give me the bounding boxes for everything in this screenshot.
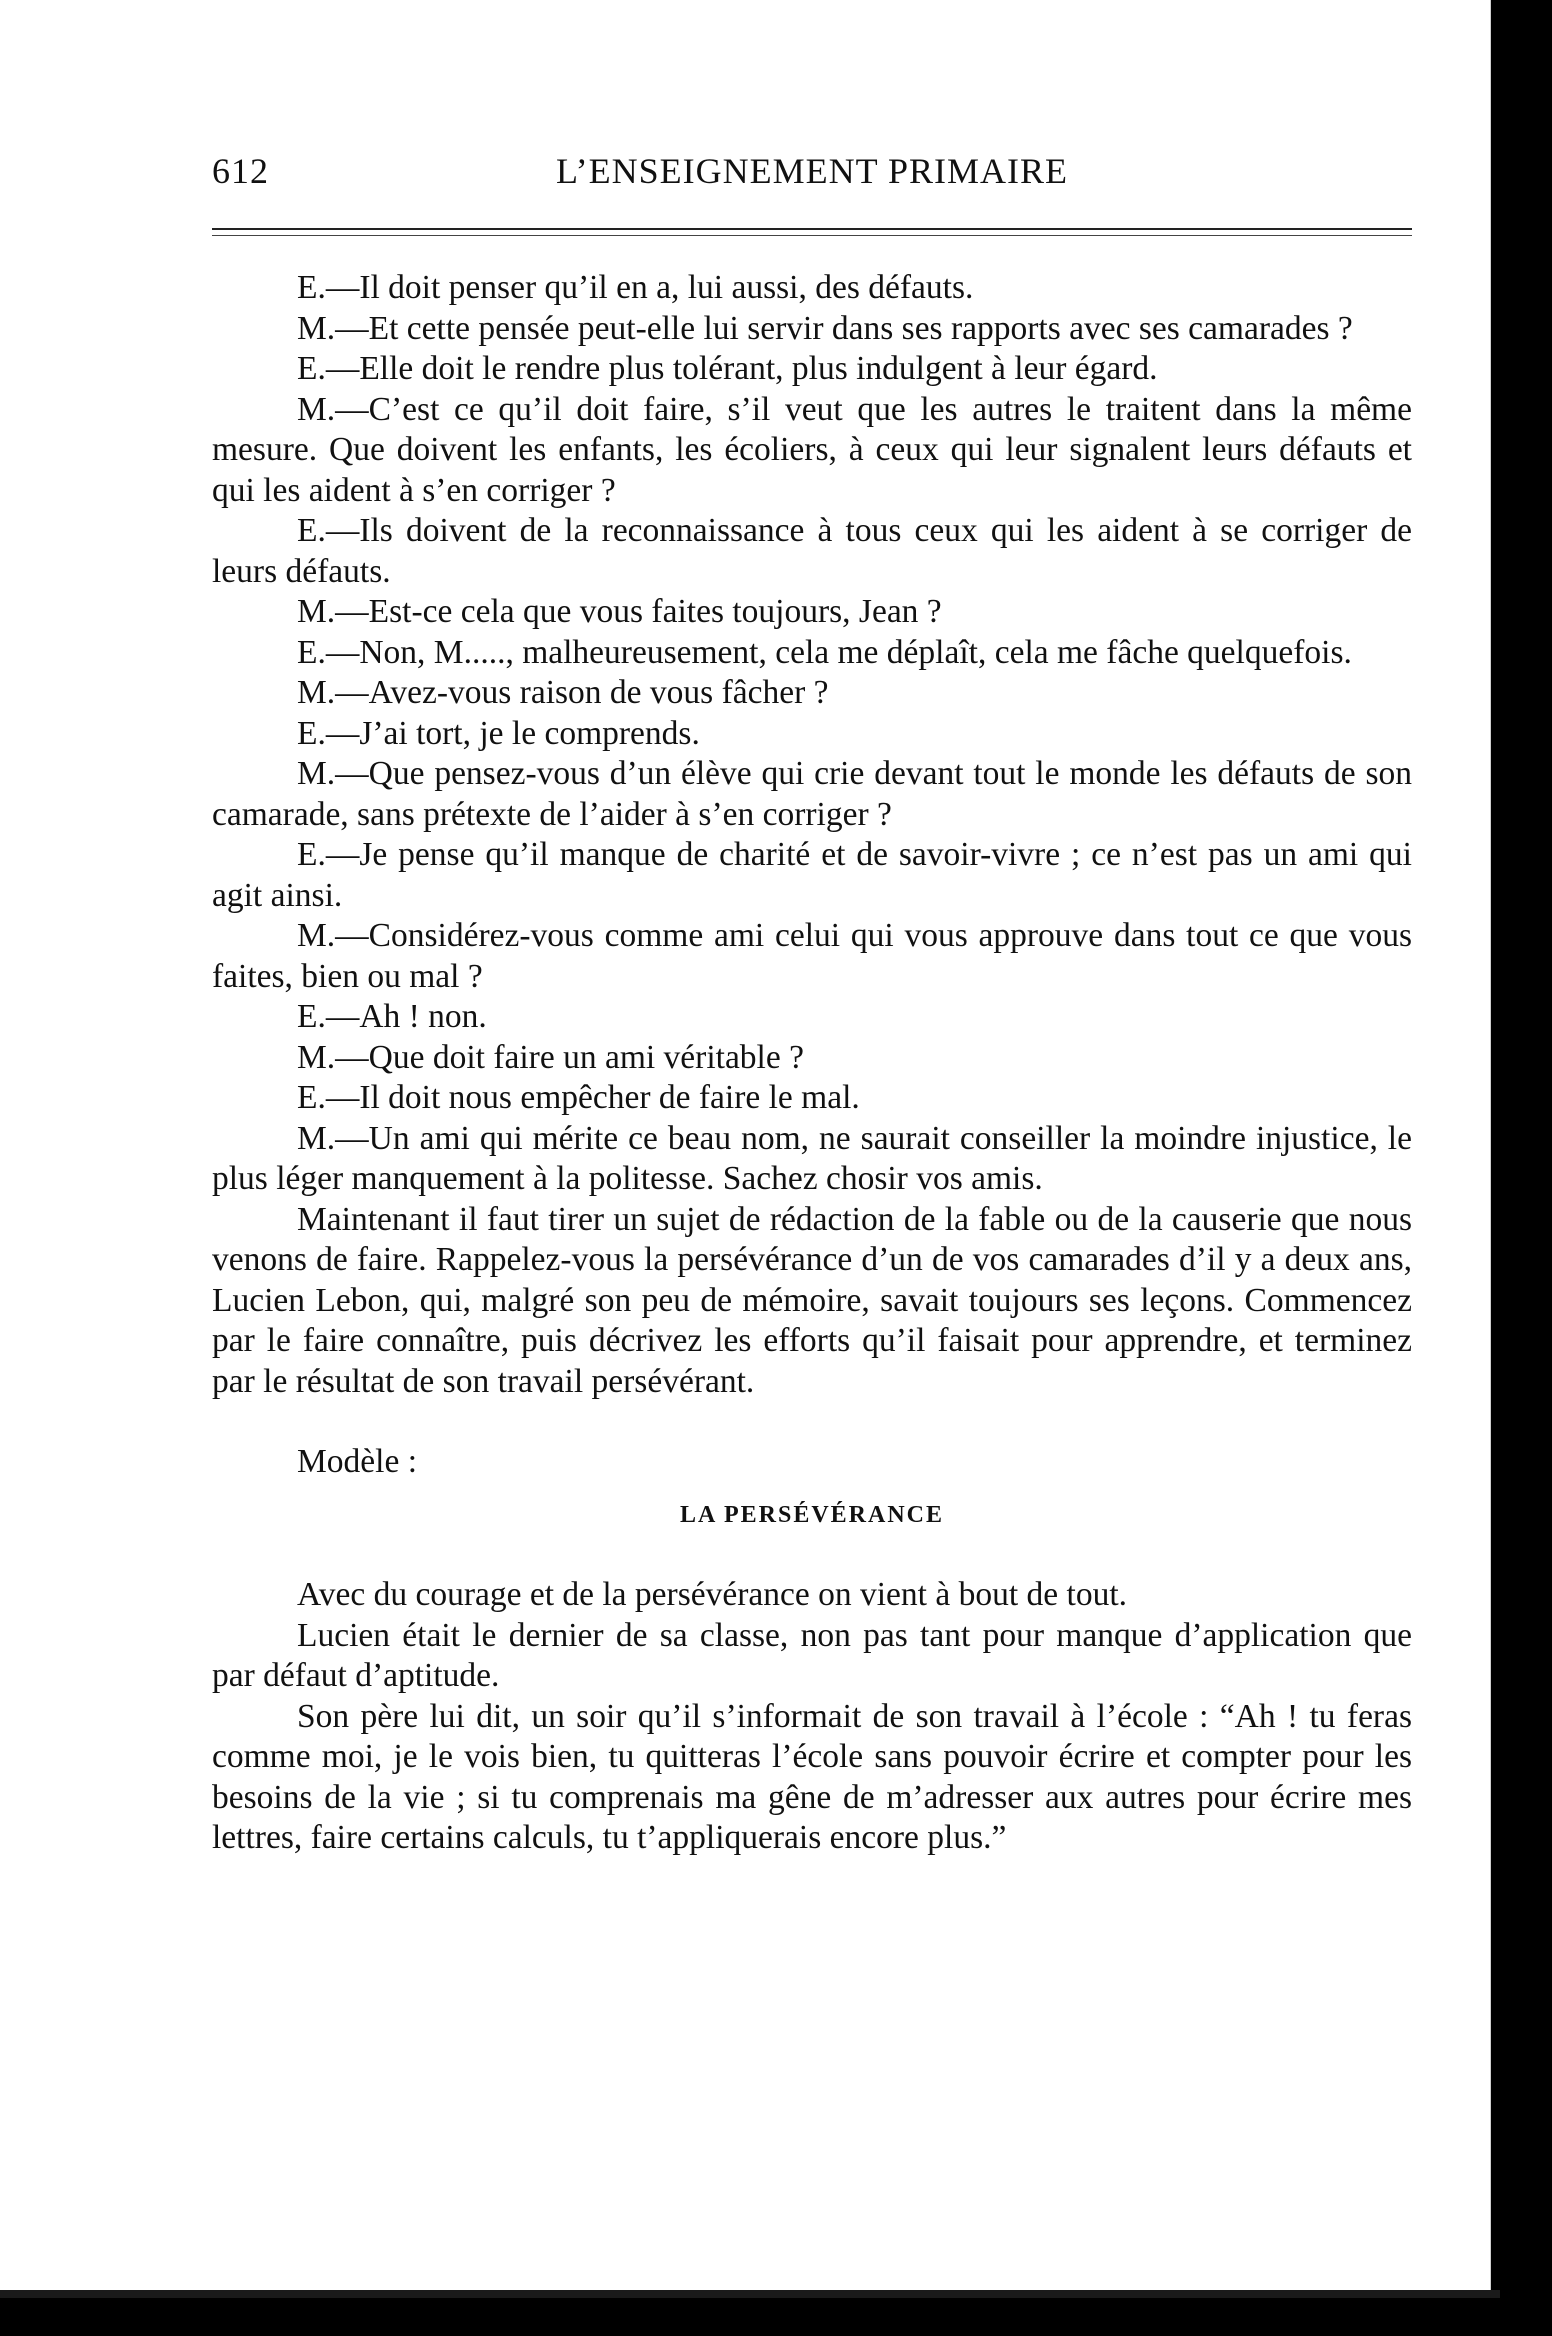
- page-body: [212, 268, 1412, 1859]
- dialogue-line: E.—J’ai tort, je le comprends.: [297, 714, 700, 752]
- page-number: 612: [212, 151, 269, 191]
- dialogue-line: E.—Ils doivent de la reconnaissance à tous ceux qui les aident à se corriger de leurs défauts.: [212, 512, 1412, 590]
- model-label: Modèle :: [297, 1443, 418, 1480]
- essay-paragraph: Avec du courage et de la persévérance on vient à bout de tout.: [297, 1576, 1128, 1613]
- dialogue-line: M.—Considérez-vous comme ami celui qui vous approuve dans tout ce que vous faites, bien ou mal ?: [212, 917, 1412, 995]
- dialogue-line: M.—C’est ce qu’il doit faire, s’il veut que les autres le traitent dans la même mesure. Que doivent les enfants, les écoliers, à ceux qui leur signalent leurs défauts et qui les aident à s’en corriger ?: [212, 390, 1412, 509]
- dialogue-line: M.—Que pensez-vous d’un élève qui crie devant tout le monde les défauts de son camarade, sans prétexte de l’aider à s’en corriger ?: [212, 755, 1412, 833]
- header-rule-thin: [212, 235, 1412, 236]
- page-edge-shadow: [0, 2290, 1500, 2298]
- dialogue-line: E.—Il doit nous empêcher de faire le mal.: [297, 1079, 860, 1116]
- dialogue-line: M.—Que doit faire un ami véritable ?: [297, 1038, 804, 1076]
- dialogue-line: M.—Et cette pensée peut-elle lui servir dans ses rapports avec ses camarades ?: [297, 309, 1353, 347]
- dialogue-line: E.—Ah ! non.: [297, 998, 487, 1035]
- section-title: LA PERSÉVÉRANCE: [679, 1501, 945, 1528]
- instruction-paragraph: Maintenant il faut tirer un sujet de rédaction de la fable ou de la causerie que nous venons de faire. Rappelez-vous la persévérance d’un de vos camarades d’il y a deux ans, Lucien Lebon, qui, malgré son peu de mémoire, savait toujours ses leçons. Commencez par le faire connaître, puis décrivez les efforts qu’il faisait pour apprendre, et terminez par le résultat de son travail persévérant.: [212, 1200, 1412, 1400]
- dialogue-line: M.—Avez-vous raison de vous fâcher ?: [297, 674, 829, 711]
- running-title: L’ENSEIGNEMENT PRIMAIRE: [555, 151, 1068, 191]
- dialogue-line: M.—Est-ce cela que vous faites toujours, Jean ?: [297, 593, 942, 630]
- essay-paragraph: Son père lui dit, un soir qu’il s’informait de son travail à l’école : “Ah ! tu feras comme moi, je le vois bien, tu quitteras l’école sans pouvoir écrire et compter pour les besoins de la vie ; si tu comprenais ma gêne de m’adresser aux autres pour écrire mes lettres, faire certains calculs, tu t’appliquerais encore plus.”: [212, 1697, 1412, 1856]
- dialogue-line: E.—Je pense qu’il manque de charité et de savoir-vivre ; ce n’est pas un ami qui agit ainsi.: [212, 836, 1412, 914]
- dialogue-line: M.—Un ami qui mérite ce beau nom, ne saurait conseiller la moindre injustice, le plus léger manquement à la politesse. Sachez chosir vos amis.: [212, 1119, 1412, 1197]
- header-rule: [212, 228, 1412, 230]
- essay-paragraph: Lucien était le dernier de sa classe, non pas tant pour manque d’application que par défaut d’aptitude.: [212, 1616, 1412, 1694]
- dialogue-line: E.—Elle doit le rendre plus tolérant, plus indulgent à leur égard.: [297, 350, 1158, 387]
- dialogue-line: E.—Il doit penser qu’il en a, lui aussi, des défauts.: [297, 269, 974, 306]
- running-header: [212, 150, 1412, 200]
- dialogue-line: E.—Non, M....., malheureusement, cela me déplaît, cela me fâche quelquefois.: [297, 633, 1352, 671]
